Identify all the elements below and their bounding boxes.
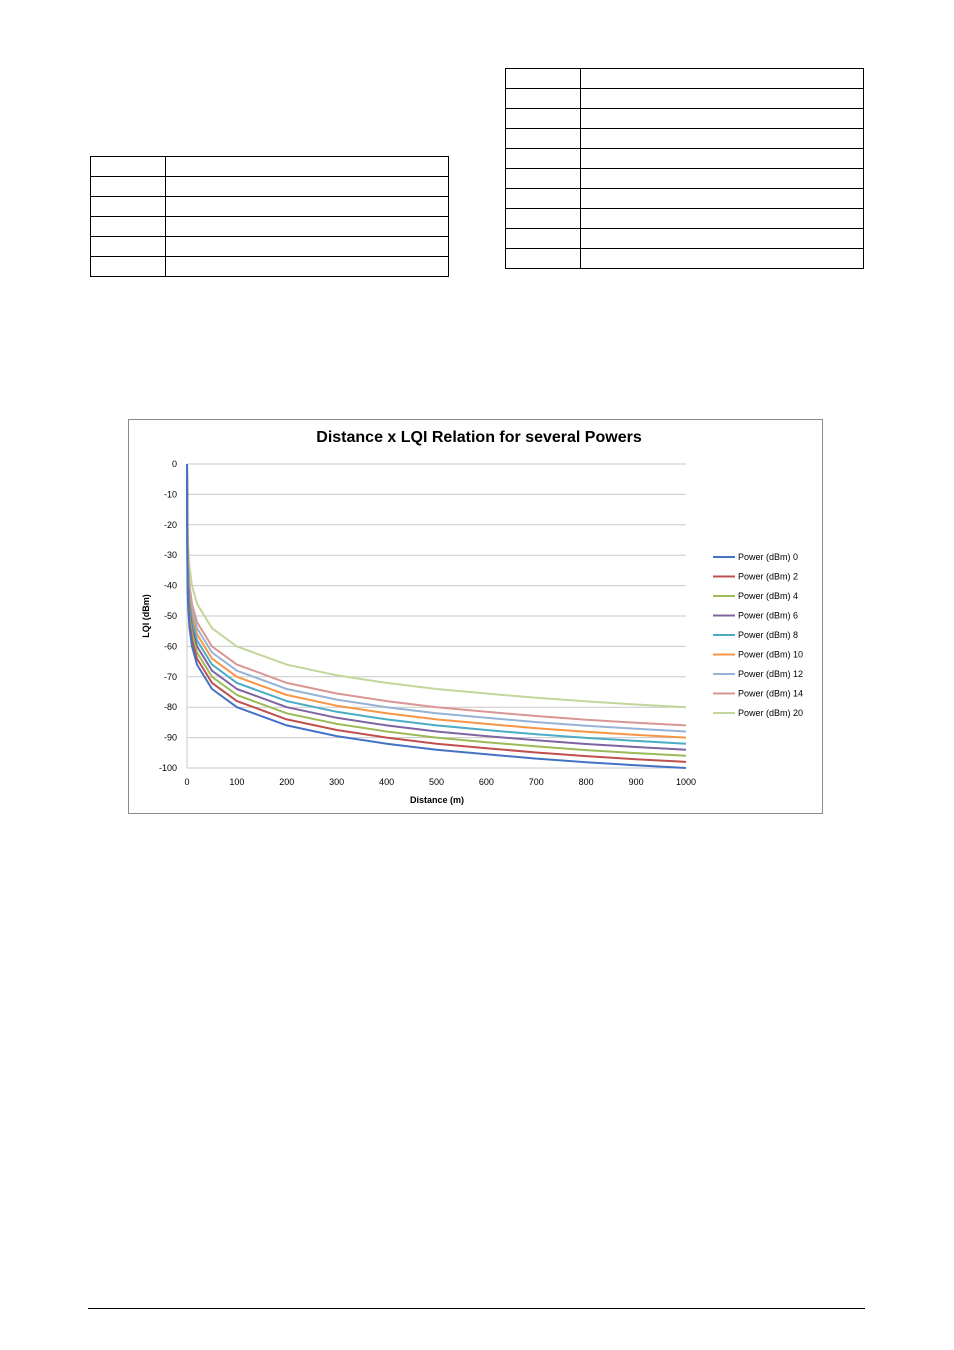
table-row (506, 249, 864, 269)
chart-frame (128, 419, 823, 814)
table-row (506, 229, 864, 249)
table-row (506, 129, 864, 149)
table-cell (91, 257, 166, 277)
y-tick-label: -60 (163, 641, 177, 652)
table-cell (581, 229, 864, 249)
table-row (506, 109, 864, 129)
table-cell (166, 197, 449, 217)
table-cell (91, 157, 166, 177)
legend-label: Power (dBm) 6 (738, 610, 799, 621)
legend (713, 552, 803, 718)
legend-label: Power (dBm) 20 (738, 708, 804, 718)
table-cell (506, 169, 581, 189)
y-axis-title: LQI (dBm) (141, 594, 151, 638)
grid-layer (187, 464, 686, 768)
table-row (91, 157, 449, 177)
table-row (506, 69, 864, 89)
table-cell (581, 149, 864, 169)
table-cell (506, 209, 581, 229)
x-tick-label: 0 (184, 777, 190, 787)
y-tick-label: -50 (163, 611, 177, 621)
legend-label: Power (dBm) 10 (738, 649, 804, 660)
legend-label: Power (dBm) 12 (738, 669, 804, 679)
legend-label: Power (dBm) 0 (738, 552, 799, 562)
x-tick-label: 600 (478, 777, 494, 787)
x-axis-title: Distance (m) (409, 795, 465, 805)
table-row (506, 169, 864, 189)
table-cell (166, 257, 449, 277)
table-cell (581, 89, 864, 109)
x-tick-label: 700 (528, 777, 544, 787)
y-tick-label: -30 (163, 550, 177, 561)
table-cell (506, 249, 581, 269)
y-tick-label: -80 (163, 702, 177, 713)
chart-title: Distance x LQI Relation for several Powers (316, 429, 642, 446)
table-cell (581, 69, 864, 89)
right-empty-table (505, 68, 864, 269)
y-tick-label: -10 (163, 489, 177, 500)
table-cell (166, 217, 449, 237)
table-cell (506, 109, 581, 129)
y-tick-label: -100 (158, 763, 177, 773)
table-cell (506, 69, 581, 89)
table-cell (581, 249, 864, 269)
table-row (506, 189, 864, 209)
table-cell (506, 89, 581, 109)
x-tick-label: 900 (628, 777, 644, 787)
legend-label: Power (dBm) 4 (738, 591, 799, 601)
y-tick-label: -40 (163, 580, 177, 591)
legend-label: Power (dBm) 8 (738, 630, 799, 640)
table-row (506, 149, 864, 169)
table-row (91, 257, 449, 277)
x-tick-label: 200 (279, 777, 295, 787)
table-cell (581, 189, 864, 209)
table-cell (91, 177, 166, 197)
table-cell (506, 149, 581, 169)
series-line (187, 464, 686, 744)
table-cell (91, 237, 166, 257)
table-row (506, 89, 864, 109)
table-cell (581, 129, 864, 149)
table-row (506, 209, 864, 229)
table-row (91, 177, 449, 197)
x-tick-label: 400 (379, 777, 395, 787)
y-tick-label: 0 (171, 459, 177, 469)
y-tick-label: -20 (163, 519, 177, 530)
table-cell (506, 129, 581, 149)
legend-label: Power (dBm) 14 (738, 688, 804, 699)
x-tick-label: 1000 (675, 777, 697, 787)
table-cell (581, 109, 864, 129)
x-tick-label: 300 (329, 777, 345, 787)
table-cell (166, 177, 449, 197)
y-tick-label: -70 (163, 671, 177, 682)
table-cell (166, 237, 449, 257)
table-cell (506, 189, 581, 209)
legend-label: Power (dBm) 2 (738, 571, 799, 582)
x-tick-label: 800 (578, 777, 594, 787)
table-row (91, 197, 449, 217)
series-line (187, 464, 686, 738)
table-cell (581, 209, 864, 229)
x-tick-label: 100 (229, 777, 245, 787)
table-row (91, 217, 449, 237)
series-line (187, 464, 686, 756)
y-tick-label: -90 (163, 732, 177, 743)
table-cell (91, 197, 166, 217)
x-tick-label: 500 (428, 777, 445, 787)
footer-rule (88, 1308, 865, 1309)
table-row (91, 237, 449, 257)
left-empty-table (90, 156, 449, 277)
table-cell (91, 217, 166, 237)
table-cell (166, 157, 449, 177)
table-cell (506, 229, 581, 249)
lqi-distance-chart (129, 420, 822, 813)
table-cell (581, 169, 864, 189)
